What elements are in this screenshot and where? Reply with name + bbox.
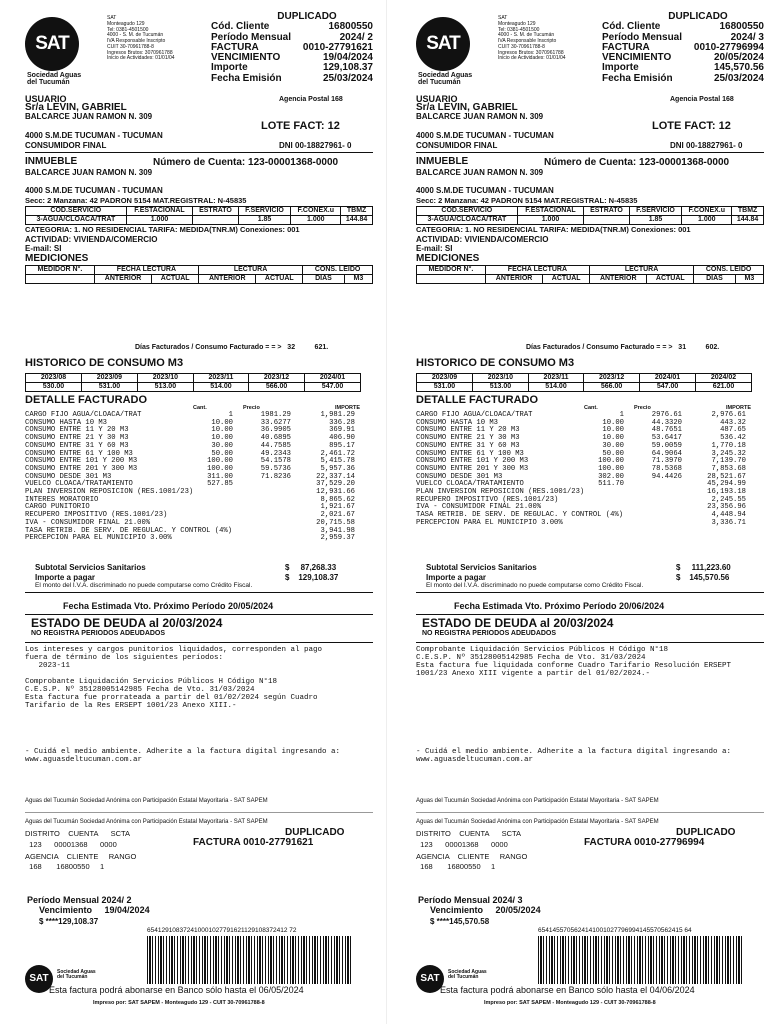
importe-pagar-label: Importe a pagar — [35, 573, 96, 582]
historico-month: 2023/12 — [249, 374, 305, 383]
customer-name: Sr/a LEVIN, GABRIEL — [416, 102, 518, 113]
historico-month: 2023/08 — [26, 374, 82, 383]
detalle-row: CONSUMO ENTRE 31 Y 60 M3 30.00 59.0059 1,770.18 — [416, 441, 746, 450]
historico-month: 2023/11 — [193, 374, 248, 383]
cod-cliente: 16800550 — [719, 21, 764, 33]
iva-note: El monto del I.V.A. discriminado no puede computarse como Crédito Fiscal. — [426, 582, 644, 589]
abonarse-note: Esta factura podrá abonarse en Banco sólo hasta el 06/05/2024 — [49, 985, 304, 995]
detalle-row: CONSUMO HASTA 10 M3 10.00 44.3320 443.32 — [416, 418, 746, 427]
detalle-title: DETALLE FACTURADO — [25, 394, 148, 406]
barcode — [147, 936, 351, 984]
dni: DNI 00-18827961- 0 — [279, 141, 352, 150]
detalle-row: RECUPERO IMPOSITIVO (RES.1001/23) 2,245.55 — [416, 495, 746, 504]
dias-facturados: Días Facturados / Consumo Facturado = = > 32 621. — [135, 344, 329, 351]
lote-fact: LOTE FACT: 12 — [261, 120, 340, 132]
periodo: 2024/ 3 — [730, 31, 764, 43]
inmueble-label: INMUEBLE — [25, 156, 78, 167]
historico-month: 2023/09 — [81, 374, 137, 383]
company-name: Sociedad Aguas del Tucumán — [27, 72, 82, 87]
stub-headers-2: AGENCIA CLIENTE RANGO — [25, 852, 137, 861]
no-registra: NO REGISTRA PERIODOS ADEUDADOS — [422, 630, 557, 637]
stub-duplicado: DUPLICADO — [676, 827, 736, 838]
factura-number: 0010-27796994 — [693, 41, 764, 53]
customer-address: BALCARCE JUAN RAMON N. 309 — [25, 112, 153, 121]
subtotal-label: Subtotal Servicios Sanitarios — [35, 563, 146, 572]
categoria: CATEGORIA: 1. NO RESIDENCIAL TARIFA: MEDIDA(TNR.M) Conexiones: 001 — [25, 225, 300, 234]
barcode-number: 6541455705624141001027796994145570562415 64 — [538, 927, 692, 934]
subtotal-value: $ 111,223.60 — [676, 563, 731, 572]
importe-pagar-label: Importe a pagar — [426, 573, 487, 582]
page-divider — [386, 0, 387, 1024]
cod-cliente: 16800550 — [328, 21, 373, 33]
historico-month: 2023/12 — [584, 374, 640, 383]
estado-deuda: ESTADO DE DEUDA al 20/03/2024 — [31, 616, 223, 630]
detalle-row: CONSUMO HASTA 10 M3 10.00 33.6277 336.28 — [25, 418, 355, 427]
detalle-row: PLAN INVERSION REPOSICION (RES.1001/23) 16,193.18 — [416, 488, 746, 497]
usuario-label: USUARIO — [25, 94, 67, 104]
detalle-row: CONSUMO ENTRE 21 Y 30 M3 10.00 40.6895 406.90 — [25, 434, 355, 443]
duplicado-label: DUPLICADO — [668, 11, 728, 22]
footer-company: Aguas del Tucumán Sociedad Anónima con Participación Estatal Mayoritaria - SAT SAPEM — [416, 798, 659, 804]
historico-value: 531.00 — [81, 383, 137, 392]
sat-small-logo: SAT — [25, 965, 53, 993]
estado-deuda: ESTADO DE DEUDA al 20/03/2024 — [422, 616, 614, 630]
historico-value: 531.00 — [417, 383, 473, 392]
historico-value: 513.00 — [137, 383, 193, 392]
historico-month: 2024/02 — [696, 374, 752, 383]
factura-number: 0010-27791621 — [302, 41, 373, 53]
periodo: 2024/ 2 — [339, 31, 373, 43]
detalle-row: VUELCO CLOACA/TRATAMIENTO 527.85 37,529.20 — [25, 480, 355, 489]
stub-values-2: 168 16800550 1 — [416, 862, 496, 871]
usuario-label: USUARIO — [416, 94, 458, 104]
detalle-row: IVA - CONSUMIDOR FINAL 21.00% 23,356.96 — [416, 503, 746, 512]
inmueble-city: 4000 S.M.DE TUCUMAN - TUCUMAN — [25, 186, 163, 195]
detalle-row: PERCEPCION PARA EL MUNICIPIO 3.00% 3,336.71 — [416, 518, 746, 527]
email-flag: E-mail: SI — [25, 244, 62, 253]
detalle-row: TASA RETRIB. DE SERV. DE REGULAC. Y CONTROL (4%) 3,941.98 — [25, 526, 355, 535]
customer-city: 4000 S.M.DE TUCUMAN - TUCUMAN — [25, 131, 163, 140]
stub-importe: $ ****145,570.58 — [430, 917, 490, 926]
customer-name: Sr/a LEVIN, GABRIEL — [25, 102, 127, 113]
bill-notes: Comprobante Liquidación Servicios Públicos H Código N°18 C.E.S.P. Nº 35128005142985 Fecha de Vto. 31/03/2024 Esta factura fue liquidada conforme Cuadro Tarifario Resolución ERSEPT 1001/23 Anexo XIII vigente a partir del 01/02/2024.- — [416, 646, 732, 678]
historico-value: 566.00 — [584, 383, 640, 392]
historico-value: 547.00 — [305, 383, 361, 392]
historico-value: 514.00 — [528, 383, 583, 392]
barcode-number: 654129108372410001027791621129108372412 72 — [147, 927, 297, 934]
inmueble-label: INMUEBLE — [416, 156, 469, 167]
detalle-row: CARGO PUNITORIO 1,921.67 — [25, 503, 355, 512]
mediciones-table: MEDIDOR N°. FECHA LECTURA LECTURA CONS. LEIDO ANTERIOR ACTUAL ANTERIOR ACTUAL DIAS M3 — [416, 265, 764, 284]
fecha-estimada: Fecha Estimada Vto. Próximo Período 20/05/2024 — [63, 601, 274, 611]
detalle-row: CONSUMO ENTRE 101 Y 200 M3 100.00 54.1578 5,415.78 — [25, 457, 355, 466]
historico-value: 514.00 — [193, 383, 248, 392]
historico-value: 547.00 — [640, 383, 696, 392]
detalle-row: PERCEPCION PARA EL MUNICIPIO 3.00% 2,959.37 — [25, 534, 355, 543]
fecha-emision: 25/03/2024 — [713, 72, 764, 84]
detalle-row: CONSUMO DESDE 301 M3 311.00 71.8236 22,337.14 — [25, 472, 355, 481]
historico-value: 530.00 — [26, 383, 82, 392]
medio-ambiente-note: - Cuidá el medio ambiente. Adherite a la factura digital ingresando a: www.aguasdeltucuman.com.ar — [416, 748, 732, 764]
detalle-row: INTERES MORATORIO 8,865.62 — [25, 495, 355, 504]
stub-duplicado: DUPLICADO — [285, 827, 345, 838]
email-flag: E-mail: SI — [416, 244, 453, 253]
bill-left: SAT Sociedad Aguas del Tucumán SAT Monteagudo 129 Tel: 0381-4501500 4000 - S. M. de Tucumán IVA Responsable Inscripto CUIT 30-70961788-8 Ingresos Brutos: 3070961788 Inicio de Actividades: 01/01/04 DUPLICADO Cód. Cliente 16800550 Período Mensual 2024/ 2 FACTURA 0010-27791621 VENCIMIENTO 19/04/2024 Importe 129,108.37 Fecha Emisión 25/03/2024 USUARIO Agencia Postal 168 Sr/a LEVIN, GABRIEL BALCARCE JUAN RAMON N. 309 LOTE FACT: 12 4000 S.M.DE TUCUMAN - TUCUMAN CONSUMIDOR FINAL DNI 00-18827961- 0 INMUEBLE Número de Cuenta: 123-00001368-0000 BALCARCE JUAN RAMON N. 309 4000 S.M.DE TUCUMAN - TUCUMAN Secc: 2 Manzana: 42 PADRON 5154 MAT.REGISTRAL: N-45835 COD.SERVICIO F.ESTACIONAL ESTRATO F.SERVICIO F.CONEX.u TBMZ 3-AGUA/CLOACA/TRAT 1.000 1.85 1.000 144.84 CATEGORIA: 1. NO RESIDENCIAL TARIFA: MEDIDA(TNR.M) Conexiones: 001 ACTIVIDAD: VIVIENDA/COMERCIO E-mail: SI MEDICIONES MEDIDOR N°. FECHA LECTURA LECTURA CONS. LEIDO ANTERIOR ACTUAL ANTERIOR ACTUAL DIAS M3 Días Facturados / Consumo Facturado = = > 32 621. HISTORICO DE CONSUMO M3 2023/08 2023/09 2023/10 2023/11 2023/12 2024/01 530.00 531.00 513.00 514.00 566.00 547.00 DETALLE FACTURADO Cant. Precio IMPORTE CARGO FIJO AGUA/CLOACA/TRAT 1 1981.29 1,981.29 CONSUMO HASTA 10 M3 10.00 33.6277 336.28 CONSUMO ENTRE 11 Y 20 M3 10.00 36.9905 369.91 CONSUMO ENTRE 21 Y 30 M3 10.00 40.6895 406.90 CONSUMO ENTRE 31 Y 60 M3 30.00 44.7585 895.17 CONSUMO ENTRE 61 Y 100 M3 50.00 49.2343 2,461.72 CONSUMO ENTRE 101 Y 200 M3 100.00 54.1578 5,415.78 CONSUMO ENTRE 201 Y 300 M3 100.00 59.5736 5,957.36 CONSUMO DESDE 301 M3 311.00 71.8236 22,337.14 VUELCO CLOACA/TRATAMIENTO 527.85 37,529.20 PLAN INVERSION REPOSICION (RES.1001/23) 12,931.66 INTERES MORATORIO 8,865.62 CARGO PUNITORIO 1,921.67 RECUPERO IMPOSITIVO (RES.1001/23) 2,021.67 IVA - CONSUMIDOR FINAL 21.00% 20,715.58 TASA RETRIB. DE SERV. DE REGULAC. Y CONTROL (4%) 3,941.98 PERCEPCION PARA EL MUNICIPIO 3.00% 2,959.37 Subtotal Servicios Sanitarios $ 87,268.33 Importe a pagar $ 129,108.37 El monto del I.V.A. discriminado no puede computarse como Crédito Fiscal. Fecha Estimada Vto. Próximo Período 20/05/2024 ESTADO DE DEUDA al 20/03/2024 NO REGISTRA PERIODOS ADEUDADOS Los intereses y cargos punitorios liquidados, corresponden al pago fuera de término de los siguientes períodos: 2023-11 Comprobante Liquidación Servicios Públicos H Código N°18 C.E.S.P. Nº 35128005142985 Fecha de Vto. 31/03/2024 Esta factura fue prorrateada a partir del 01/02/2024 según Cuadro Tarifario de la Res ERSEPT 1001/23 Anexo XIII.- - Cuidá el medio ambiente. Adherite a la factura digital ingresando a: www.aguasdeltucuman.com.ar Aguas del Tucumán Sociedad Anónima con Participación Estatal Mayoritaria - SAT SAPEM Aguas del Tucumán Sociedad Anónima con Participación Estatal Mayoritaria - SAT SAPEM DISTRITO CUENTA SCTA DUPLICADO 123 00001368 0000 FACTURA 0010-27791621 AGENCIA CLIENTE RANGO 168 16800550 1 Período Mensual 2024/ 2 Vencimiento 19/04/2024 $ ****129,108.37 654129108372410001027791621129108372412 72 SAT Sociedad Aguas del Tucumán Esta factura podrá abonarse en Banco sólo hasta el 06/05/2024 Impreso por: SAT SAPEM - Monteagudo 129 - CUIT 30-70961788-8 — [25, 11, 373, 1006]
detalle-row: CONSUMO ENTRE 61 Y 100 M3 50.00 49.2343 2,461.72 — [25, 449, 355, 458]
historico-value: 566.00 — [249, 383, 305, 392]
vencimiento: 19/04/2024 — [322, 52, 373, 64]
mediciones-table: MEDIDOR N°. FECHA LECTURA LECTURA CONS. LEIDO ANTERIOR ACTUAL ANTERIOR ACTUAL DIAS M3 — [25, 265, 373, 284]
consumer-type: CONSUMIDOR FINAL — [416, 141, 498, 150]
historico-month: 2023/09 — [417, 374, 473, 383]
importe-pagar-value: $ 129,108.37 — [285, 573, 339, 582]
stub-headers-2: AGENCIA CLIENTE RANGO — [416, 852, 528, 861]
stub-headers-1: DISTRITO CUENTA SCTA — [416, 829, 522, 838]
detalle-row: CONSUMO ENTRE 61 Y 100 M3 50.00 64.9064 3,245.32 — [416, 449, 746, 458]
customer-address: BALCARCE JUAN RAMON N. 309 — [416, 112, 544, 121]
consumer-type: CONSUMIDOR FINAL — [25, 141, 107, 150]
detalle-row: VUELCO CLOACA/TRATAMIENTO 511.70 45,294.99 — [416, 480, 746, 489]
historico-month: 2023/11 — [528, 374, 583, 383]
footer-company: Aguas del Tucumán Sociedad Anónima con Participación Estatal Mayoritaria - SAT SAPEM — [25, 798, 268, 804]
small-company-name: Sociedad Aguas del Tucumán — [448, 969, 487, 981]
dias-facturados: Días Facturados / Consumo Facturado = = > 31 602. — [526, 344, 720, 351]
numero-cuenta: Número de Cuenta: 123-00001368-0000 — [544, 157, 730, 168]
stub-values-1: 123 00001368 0000 — [416, 840, 508, 849]
historico-table — [416, 373, 752, 392]
service-value-row: 3-AGUA/CLOACA/TRAT 1.000 1.85 1.000 144.84 — [417, 216, 764, 225]
stub-vencimiento: Vencimiento 20/05/2024 — [430, 905, 541, 915]
mediciones-label: MEDICIONES — [25, 253, 89, 264]
detalle-row: TASA RETRIB. DE SERV. DE REGULAC. Y CONTROL (4%) 4,448.94 — [416, 511, 746, 520]
impreso-por: Impreso por: SAT SAPEM - Monteagudo 129 - CUIT 30-70961788-8 — [484, 1000, 656, 1006]
historico-month: 2023/10 — [137, 374, 193, 383]
detalle-items — [416, 412, 746, 528]
fecha-emision: 25/03/2024 — [322, 72, 373, 84]
historico-month: 2024/01 — [640, 374, 696, 383]
service-table — [416, 206, 764, 225]
secc-line: Secc: 2 Manzana: 42 PADRON 5154 MAT.REGISTRAL: N-45835 — [416, 196, 638, 205]
detalle-row: CONSUMO ENTRE 201 Y 300 M3 100.00 59.5736 5,957.36 — [25, 464, 355, 473]
abonarse-note: Esta factura podrá abonarse en Banco sólo hasta el 04/06/2024 — [440, 985, 695, 995]
service-table — [25, 206, 373, 225]
sat-logo: SAT — [25, 17, 79, 71]
agencia-postal: Agencia Postal 168 — [670, 96, 734, 103]
inmueble-address: BALCARCE JUAN RAMON N. 309 — [25, 168, 153, 177]
stub-vencimiento: Vencimiento 19/04/2024 — [39, 905, 150, 915]
actividad: ACTIVIDAD: VIVIENDA/COMERCIO — [416, 235, 549, 244]
detalle-items — [25, 412, 355, 543]
lote-fact: LOTE FACT: 12 — [652, 120, 731, 132]
medio-ambiente-note: - Cuidá el medio ambiente. Adherite a la factura digital ingresando a: www.aguasdeltucuman.com.ar — [25, 748, 341, 764]
actividad: ACTIVIDAD: VIVIENDA/COMERCIO — [25, 235, 158, 244]
iva-note: El monto del I.V.A. discriminado no puede computarse como Crédito Fiscal. — [35, 582, 253, 589]
inmueble-city: 4000 S.M.DE TUCUMAN - TUCUMAN — [416, 186, 554, 195]
inmueble-address: BALCARCE JUAN RAMON N. 309 — [416, 168, 544, 177]
detalle-row: CONSUMO ENTRE 101 Y 200 M3 100.00 71.3970 7,139.70 — [416, 457, 746, 466]
duplicado-label: DUPLICADO — [277, 11, 337, 22]
bill-right: SAT Sociedad Aguas del Tucumán SAT Monteagudo 129 Tel: 0381-4501500 4000 - S. M. de Tucumán IVA Responsable Inscripto CUIT 30-70961788-8 Ingresos Brutos: 3070961788 Inicio de Actividades: 01/01/04 DUPLICADO Cód. Cliente 16800550 Período Mensual 2024/ 3 FACTURA 0010-27796994 VENCIMIENTO 20/05/2024 Importe 145,570.56 Fecha Emisión 25/03/2024 USUARIO Agencia Postal 168 Sr/a LEVIN, GABRIEL BALCARCE JUAN RAMON N. 309 LOTE FACT: 12 4000 S.M.DE TUCUMAN - TUCUMAN CONSUMIDOR FINAL DNI 00-18827961- 0 INMUEBLE Número de Cuenta: 123-00001368-0000 BALCARCE JUAN RAMON N. 309 4000 S.M.DE TUCUMAN - TUCUMAN Secc: 2 Manzana: 42 PADRON 5154 MAT.REGISTRAL: N-45835 COD.SERVICIO F.ESTACIONAL ESTRATO F.SERVICIO F.CONEX.u TBMZ 3-AGUA/CLOACA/TRAT 1.000 1.85 1.000 144.84 CATEGORIA: 1. NO RESIDENCIAL TARIFA: MEDIDA(TNR.M) Conexiones: 001 ACTIVIDAD: VIVIENDA/COMERCIO E-mail: SI MEDICIONES MEDIDOR N°. FECHA LECTURA LECTURA CONS. LEIDO ANTERIOR ACTUAL ANTERIOR ACTUAL DIAS M3 Días Facturados / Consumo Facturado = = > 31 602. HISTORICO DE CONSUMO M3 2023/09 2023/10 2023/11 2023/12 2024/01 2024/02 531.00 513.00 514.00 566.00 547.00 621.00 DETALLE FACTURADO Cant. Precio IMPORTE CARGO FIJO AGUA/CLOACA/TRAT 1 2976.61 2,976.61 CONSUMO HASTA 10 M3 10.00 44.3320 443.32 CONSUMO ENTRE 11 Y 20 M3 10.00 48.7651 487.65 CONSUMO ENTRE 21 Y 30 M3 10.00 53.6417 536.42 CONSUMO ENTRE 31 Y 60 M3 30.00 59.0059 1,770.18 CONSUMO ENTRE 61 Y 100 M3 50.00 64.9064 3,245.32 CONSUMO ENTRE 101 Y 200 M3 100.00 71.3970 7,139.70 CONSUMO ENTRE 201 Y 300 M3 100.00 78.5368 7,853.68 CONSUMO DESDE 301 M3 302.00 94.4426 28,521.67 VUELCO CLOACA/TRATAMIENTO 511.70 45,294.99 PLAN INVERSION REPOSICION (RES.1001/23) 16,193.18 RECUPERO IMPOSITIVO (RES.1001/23) 2,245.55 IVA - CONSUMIDOR FINAL 21.00% 23,356.96 TASA RETRIB. DE SERV. DE REGULAC. Y CONTROL (4%) 4,448.94 PERCEPCION PARA EL MUNICIPIO 3.00% 3,336.71 Subtotal Servicios Sanitarios $ 111,223.60 Importe a pagar $ 145,570.56 El monto del I.V.A. discriminado no puede computarse como Crédito Fiscal. Fecha Estimada Vto. Próximo Período 20/06/2024 ESTADO DE DEUDA al 20/03/2024 NO REGISTRA PERIODOS ADEUDADOS Comprobante Liquidación Servicios Públicos H Código N°18 C.E.S.P. Nº 35128005142985 Fecha de Vto. 31/03/2024 Esta factura fue liquidada conforme Cuadro Tarifario Resolución ERSEPT 1001/23 Anexo XIII vigente a partir del 01/02/2024.- - Cuidá el medio ambiente. Adherite a la factura digital ingresando a: www.aguasdeltucuman.com.ar Aguas del Tucumán Sociedad Anónima con Participación Estatal Mayoritaria - SAT SAPEM Aguas del Tucumán Sociedad Anónima con Participación Estatal Mayoritaria - SAT SAPEM DISTRITO CUENTA SCTA DUPLICADO 123 00001368 0000 FACTURA 0010-27796994 AGENCIA CLIENTE RANGO 168 16800550 1 Período Mensual 2024/ 3 Vencimiento 20/05/2024 $ ****145,570.58 6541455705624141001027796994145570562415 64 SAT Sociedad Aguas del Tucumán Esta factura podrá abonarse en Banco sólo hasta el 04/06/2024 Impreso por: SAT SAPEM - Monteagudo 129 - CUIT 30-70961788-8 — [416, 11, 764, 1006]
customer-city: 4000 S.M.DE TUCUMAN - TUCUMAN — [416, 131, 554, 140]
agencia-postal: Agencia Postal 168 — [279, 96, 343, 103]
stub-values-1: 123 00001368 0000 — [25, 840, 117, 849]
stub-headers-1: DISTRITO CUENTA SCTA — [25, 829, 131, 838]
subtotal-label: Subtotal Servicios Sanitarios — [426, 563, 537, 572]
service-value-row: 3-AGUA/CLOACA/TRAT 1.000 1.85 1.000 144.84 — [26, 216, 373, 225]
detalle-row: RECUPERO IMPOSITIVO (RES.1001/23) 2,021.67 — [25, 511, 355, 520]
historico-title: HISTORICO DE CONSUMO M3 — [25, 357, 184, 369]
dni: DNI 00-18827961- 0 — [670, 141, 743, 150]
service-header-row: COD.SERVICIO F.ESTACIONAL ESTRATO F.SERVICIO F.CONEX.u TBMZ — [26, 207, 373, 216]
detalle-title: DETALLE FACTURADO — [416, 394, 539, 406]
invoice-header: DUPLICADO Cód. Cliente 16800550 Período Mensual 2024/ 3 FACTURA 0010-27796994 VENCIMIENTO 20/05/2024 Importe 145,570.56 Fecha Emisión 25/03/2024 — [602, 11, 764, 84]
detalle-row: CARGO FIJO AGUA/CLOACA/TRAT 1 1981.29 1,981.29 — [25, 411, 355, 419]
detalle-row: CONSUMO DESDE 301 M3 302.00 94.4426 28,521.67 — [416, 472, 746, 481]
historico-month: 2023/10 — [472, 374, 528, 383]
small-company-name: Sociedad Aguas del Tucumán — [57, 969, 96, 981]
sat-logo: SAT — [416, 17, 470, 71]
invoice-header: DUPLICADO Cód. Cliente 16800550 Período Mensual 2024/ 2 FACTURA 0010-27791621 VENCIMIENTO 19/04/2024 Importe 129,108.37 Fecha Emisión 25/03/2024 — [211, 11, 373, 84]
bill-notes: Los intereses y cargos punitorios liquidados, corresponden al pago fuera de término de los siguientes períodos: 2023-11 Comprobante Liquidación Servicios Públicos H Código N°18 C.E.S.P. Nº 35128005142985 Fecha de Vto. 31/03/2024 Esta factura fue prorrateada a partir del 01/02/2024 según Cuadro Tarifario de la Res ERSEPT 1001/23 Anexo XIII.- — [25, 646, 323, 710]
company-info: SAT Monteagudo 129 Tel: 0381-4501500 4000 - S. M. de Tucumán IVA Responsable Inscripto CUIT 30-70961788-8 Ingresos Brutos: 3070961788 Inicio de Actividades: 01/01/04 — [498, 15, 566, 62]
stub-values-2: 168 16800550 1 — [25, 862, 105, 871]
detalle-row: CONSUMO ENTRE 31 Y 60 M3 30.00 44.7585 895.17 — [25, 441, 355, 450]
detalle-row: PLAN INVERSION REPOSICION (RES.1001/23) 12,931.66 — [25, 488, 355, 497]
stub-importe: $ ****129,108.37 — [39, 917, 99, 926]
no-registra: NO REGISTRA PERIODOS ADEUDADOS — [31, 630, 166, 637]
stub-periodo: Período Mensual 2024/ 3 — [418, 895, 523, 905]
numero-cuenta: Número de Cuenta: 123-00001368-0000 — [153, 157, 339, 168]
sat-small-logo: SAT — [416, 965, 444, 993]
categoria: CATEGORIA: 1. NO RESIDENCIAL TARIFA: MEDIDA(TNR.M) Conexiones: 001 — [416, 225, 691, 234]
importe: 129,108.37 — [322, 62, 373, 74]
vencimiento: 20/05/2024 — [713, 52, 764, 64]
stub-factura: FACTURA 0010-27796994 — [584, 837, 705, 848]
mediciones-label: MEDICIONES — [416, 253, 480, 264]
importe-pagar-value: $ 145,570.56 — [676, 573, 730, 582]
historico-value: 513.00 — [472, 383, 528, 392]
company-info: SAT Monteagudo 129 Tel: 0381-4501500 4000 - S. M. de Tucumán IVA Responsable Inscripto CUIT 30-70961788-8 Ingresos Brutos: 3070961788 Inicio de Actividades: 01/01/04 — [107, 15, 175, 62]
stub-factura: FACTURA 0010-27791621 — [193, 837, 314, 848]
detalle-row: CARGO FIJO AGUA/CLOACA/TRAT 1 2976.61 2,976.61 — [416, 411, 746, 419]
historico-month: 2024/01 — [305, 374, 361, 383]
historico-title: HISTORICO DE CONSUMO M3 — [416, 357, 575, 369]
importe: 145,570.56 — [713, 62, 764, 74]
secc-line: Secc: 2 Manzana: 42 PADRON 5154 MAT.REGISTRAL: N-45835 — [25, 196, 247, 205]
fecha-estimada: Fecha Estimada Vto. Próximo Período 20/06/2024 — [454, 601, 665, 611]
service-header-row: COD.SERVICIO F.ESTACIONAL ESTRATO F.SERVICIO F.CONEX.u TBMZ — [417, 207, 764, 216]
historico-table — [25, 373, 361, 392]
detalle-row: CONSUMO ENTRE 11 Y 20 M3 10.00 36.9905 369.91 — [25, 426, 355, 435]
detalle-row: CONSUMO ENTRE 201 Y 300 M3 100.00 78.5368 7,853.68 — [416, 464, 746, 473]
stub-periodo: Período Mensual 2024/ 2 — [27, 895, 132, 905]
detalle-row: CONSUMO ENTRE 21 Y 30 M3 10.00 53.6417 536.42 — [416, 434, 746, 443]
detalle-row: CONSUMO ENTRE 11 Y 20 M3 10.00 48.7651 487.65 — [416, 426, 746, 435]
company-name: Sociedad Aguas del Tucumán — [418, 72, 473, 87]
historico-value: 621.00 — [696, 383, 752, 392]
detalle-row: IVA - CONSUMIDOR FINAL 21.00% 20,715.58 — [25, 518, 355, 527]
impreso-por: Impreso por: SAT SAPEM - Monteagudo 129 - CUIT 30-70961788-8 — [93, 1000, 265, 1006]
barcode — [538, 936, 742, 984]
subtotal-value: $ 87,268.33 — [285, 563, 337, 572]
